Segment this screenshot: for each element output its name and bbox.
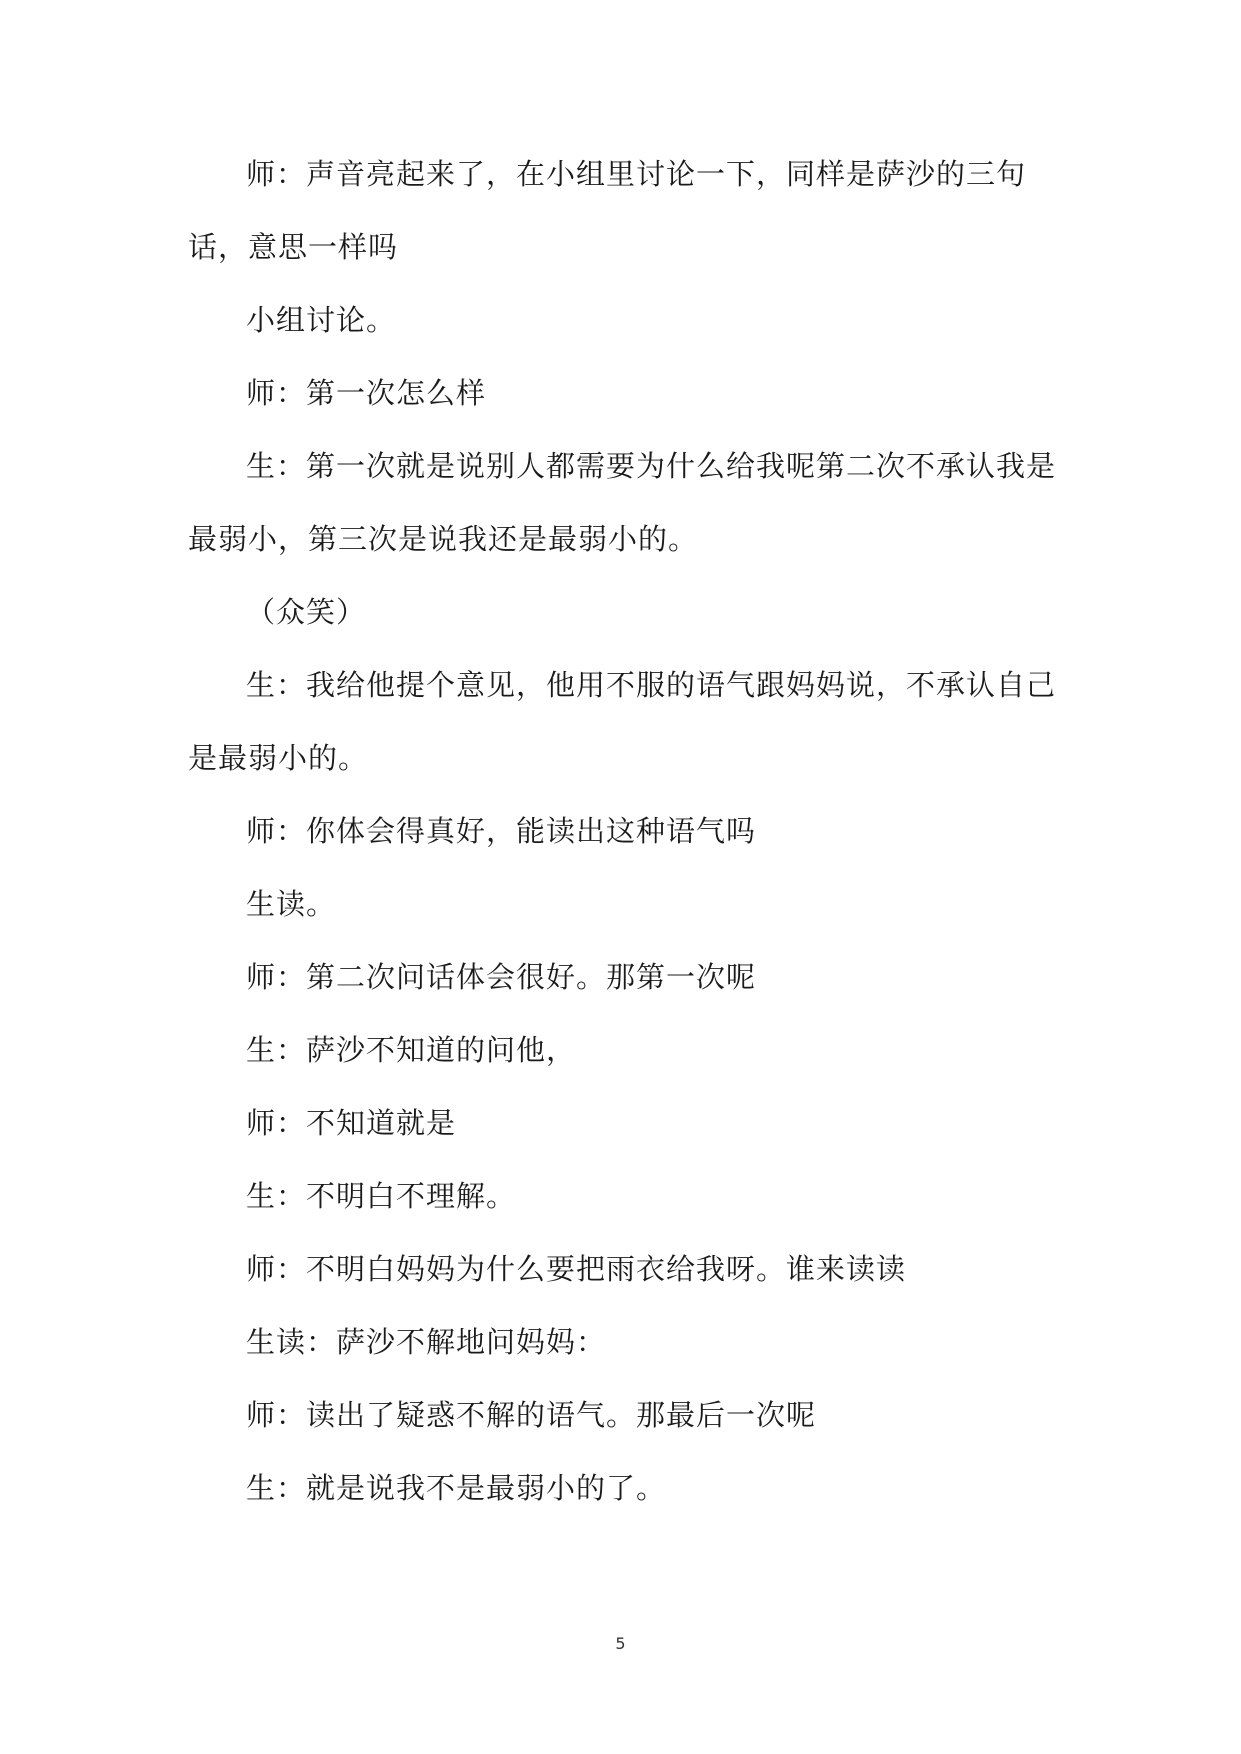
paragraph: 生读。: [246, 887, 337, 921]
paragraph: （众笑）: [246, 595, 367, 629]
paragraph: 生：不明白不理解。: [246, 1179, 517, 1213]
paragraph: 师：不明白妈妈为什么要把雨衣给我呀。谁来读读: [246, 1252, 907, 1286]
paragraph: 生：就是说我不是最弱小的了。: [246, 1471, 667, 1505]
paragraph: 师：声音亮起来了，在小组里讨论一下，同样是萨沙的三句话，意思一样吗: [188, 157, 1027, 264]
paragraph: 生读：萨沙不解地问妈妈：: [246, 1325, 607, 1359]
paragraph: 生：第一次就是说别人都需要为什么给我呢第二次不承认我是最弱小，第三次是说我还是最弱小的。: [188, 449, 1057, 556]
page-number: 5: [615, 1634, 626, 1653]
paragraph: 师：第二次问话体会很好。那第一次呢: [246, 960, 757, 994]
paragraph: 小组讨论。: [246, 303, 397, 337]
body-text: [188, 138, 1068, 1525]
paragraph: 师：不知道就是: [246, 1106, 457, 1140]
paragraph: 师：第一次怎么样: [246, 376, 487, 410]
paragraph: 生：萨沙不知道的问他，: [246, 1033, 577, 1067]
paragraph: 生：我给他提个意见，他用不服的语气跟妈妈说，不承认自己是最弱小的。: [188, 668, 1057, 775]
paragraph: 师：你体会得真好，能读出这种语气吗: [246, 814, 757, 848]
paragraph: 师：读出了疑惑不解的语气。那最后一次呢: [246, 1398, 817, 1432]
